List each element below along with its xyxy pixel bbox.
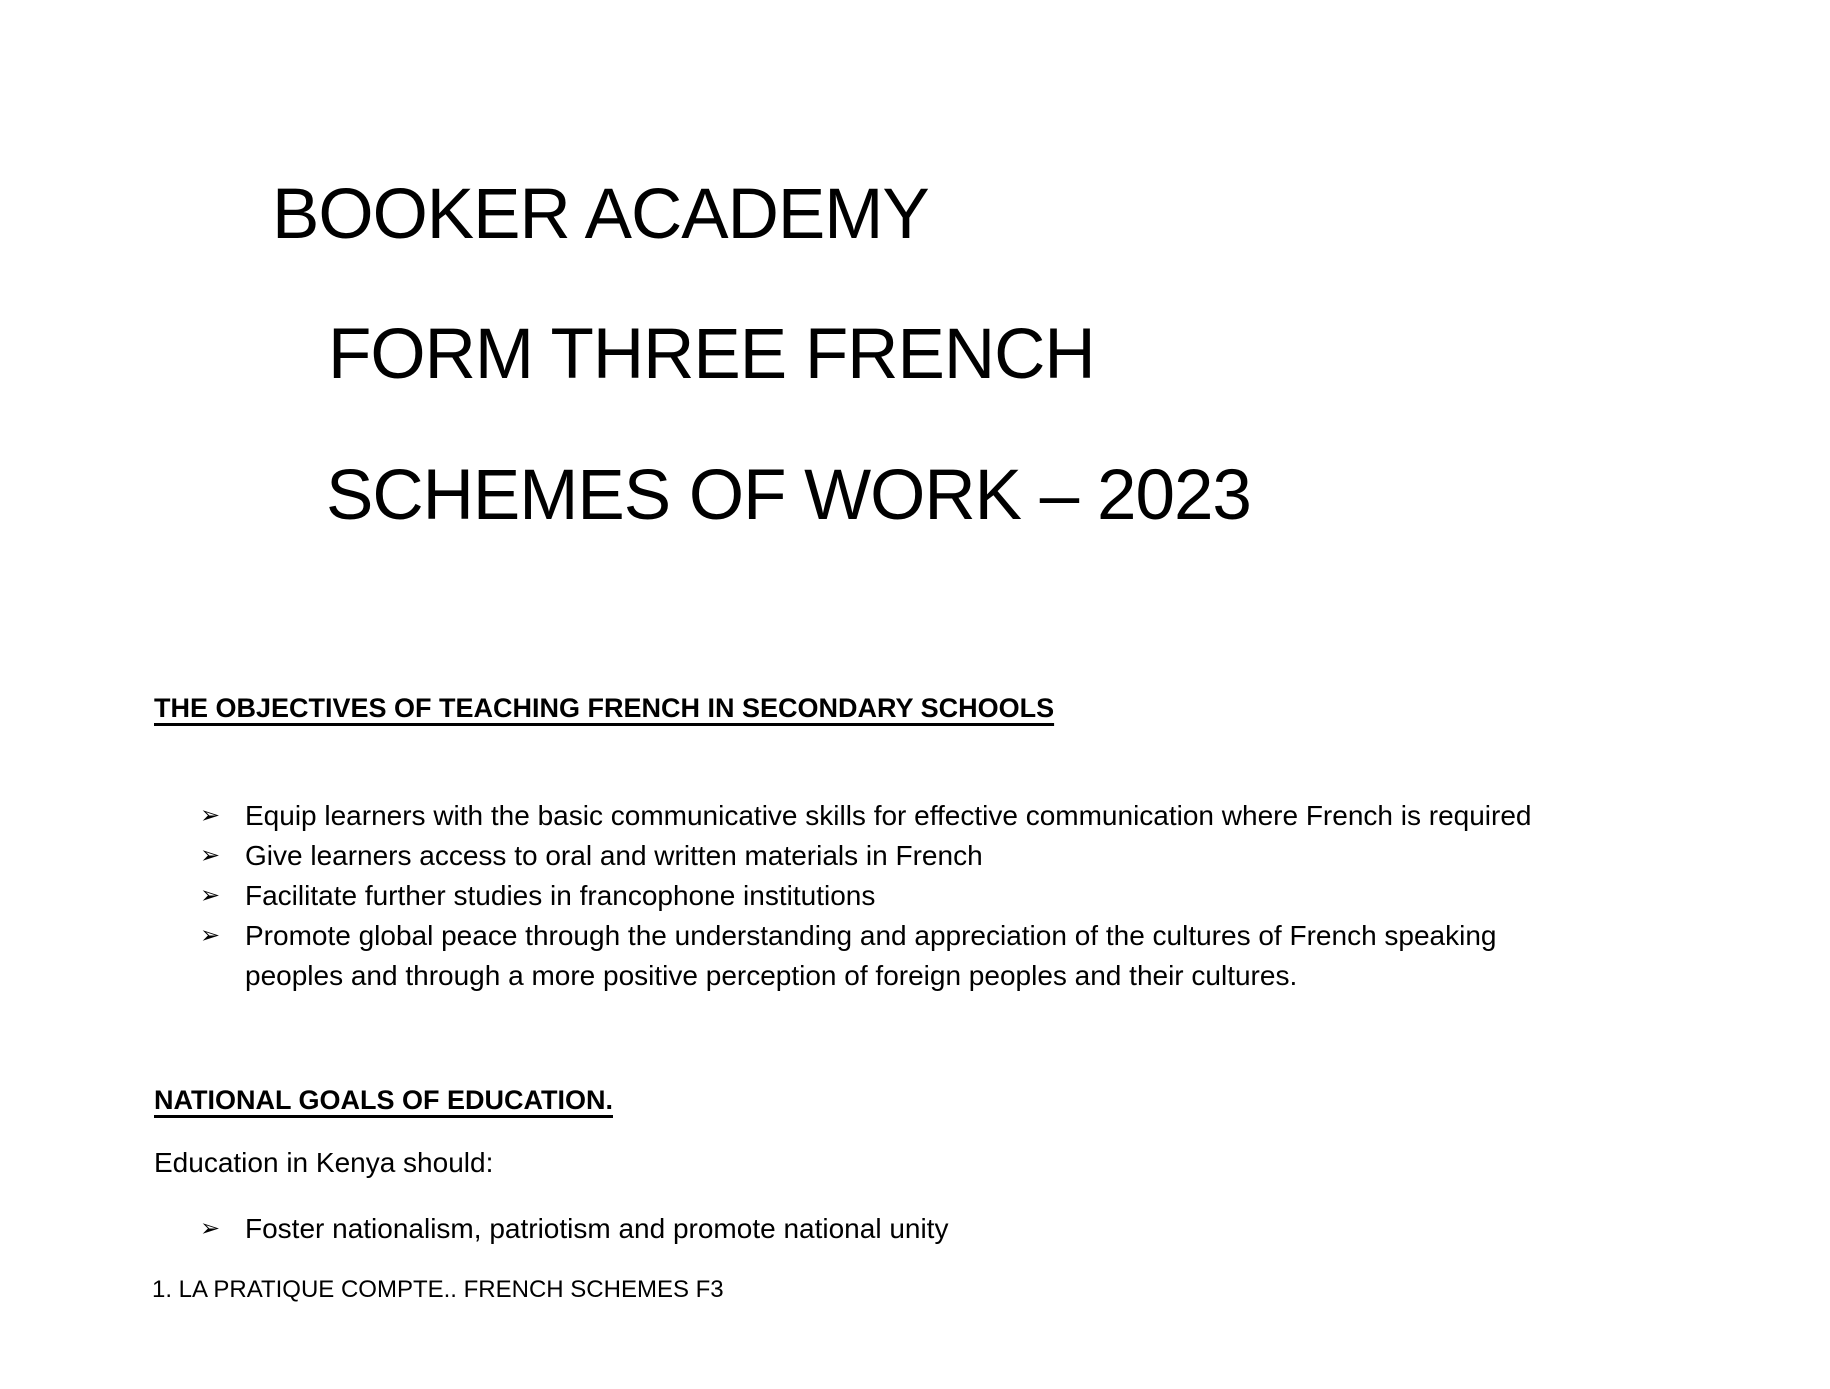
list-item-text bbox=[245, 916, 1497, 996]
list-item-line: Give learners access to oral and written materials in French bbox=[245, 840, 983, 871]
objectives-bullet-list bbox=[200, 796, 1700, 996]
list-item bbox=[200, 796, 1700, 836]
list-item-text bbox=[245, 1209, 948, 1249]
arrow-bullet-icon: ➢ bbox=[200, 842, 221, 869]
national-goals-bullet-list bbox=[200, 1209, 1700, 1249]
arrow-bullet-icon: ➢ bbox=[200, 802, 221, 829]
list-item bbox=[200, 876, 1700, 916]
national-goals-intro: Education in Kenya should: bbox=[154, 1147, 494, 1178]
list-item-line: peoples and through a more positive perception of foreign peoples and their cultures. bbox=[245, 960, 1298, 991]
document-title-line-1: BOOKER ACADEMY bbox=[272, 175, 929, 254]
list-item-text bbox=[245, 836, 983, 876]
list-item-text bbox=[245, 796, 1531, 836]
document-title-line-2: FORM THREE FRENCH bbox=[328, 315, 1095, 394]
arrow-bullet-icon: ➢ bbox=[200, 1215, 221, 1242]
document-title-line-3: SCHEMES OF WORK – 2023 bbox=[326, 456, 1251, 535]
list-item bbox=[200, 836, 1700, 876]
objectives-section-heading: THE OBJECTIVES OF TEACHING FRENCH IN SECONDARY SCHOOLS bbox=[154, 693, 1055, 723]
arrow-bullet-icon: ➢ bbox=[200, 882, 221, 909]
list-item-line: Equip learners with the basic communicative skills for effective communication where French is required bbox=[245, 800, 1532, 831]
page-footer-text: 1. LA PRATIQUE COMPTE.. FRENCH SCHEMES F3 bbox=[152, 1276, 724, 1303]
list-item-line: Promote global peace through the understanding and appreciation of the cultures of French speaking bbox=[245, 920, 1497, 951]
list-item-text bbox=[245, 876, 875, 916]
arrow-bullet-icon: ➢ bbox=[200, 922, 221, 949]
list-item bbox=[200, 1209, 1700, 1249]
list-item bbox=[200, 916, 1700, 996]
list-item-line: Facilitate further studies in francophone institutions bbox=[245, 880, 876, 911]
list-item-line: Foster nationalism, patriotism and promote national unity bbox=[245, 1213, 949, 1244]
national-goals-section-heading: NATIONAL GOALS OF EDUCATION. bbox=[154, 1085, 613, 1115]
